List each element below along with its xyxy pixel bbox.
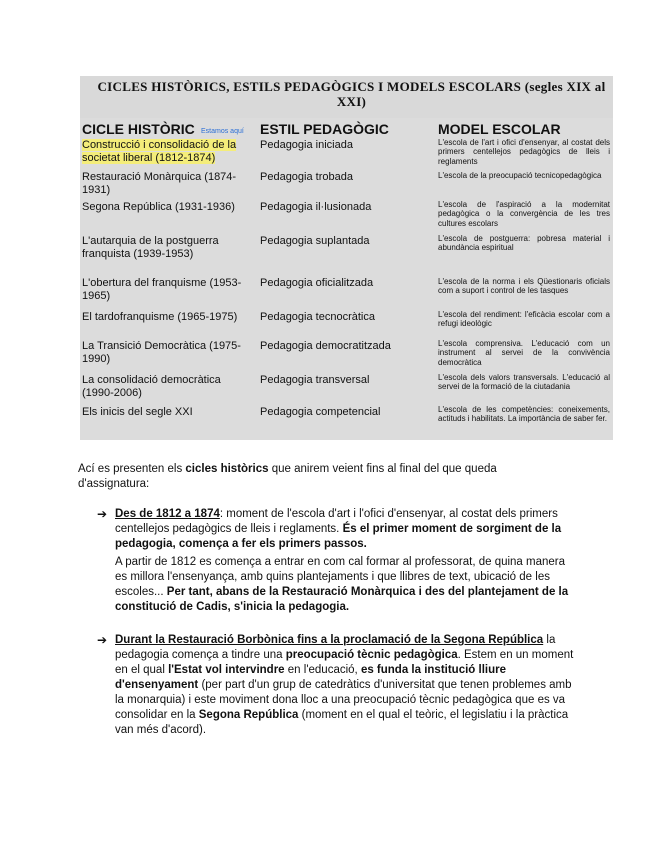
row-7-cycle: La consolidació democràtica (1990-2006) [82, 374, 221, 399]
bullet-2-bold-3: es funda la institució lliure d'ensenyament [115, 664, 506, 691]
row-0-cycle [82, 139, 247, 164]
bullet-1-lead: Des de 1812 a 1874 [115, 508, 220, 520]
highlighted-text: Construcció i consolidació de la societat liberal (1812-1874) [82, 139, 237, 164]
bullet-2-text-4: (per part d'un grup de catedràtics d'universitat que tenen problemes amb la monarquia) i este moviment dona lloc a una preocupació tècnic pedagògica que es va consolidar en la [115, 679, 572, 721]
bullet-1-bold: És el primer moment de sorgiment de la pedagogia, comença a fer els primers passos. [115, 523, 562, 550]
arrow-bullet-icon: ➔ [97, 507, 108, 521]
bullet-1 [115, 507, 575, 552]
row-8-model: L'escola de les competències: coneixements, actituds i habilitats. La importància de saber fer. [438, 405, 610, 424]
arrow-bullet-icon: ➔ [97, 633, 108, 647]
row-1-cycle: Restauració Monàrquica (1874-1931) [82, 171, 237, 196]
row-5-model: L'escola del rendiment: l'eficàcia escolar com a refugi ideològic [438, 310, 610, 329]
row-6-cycle: La Transició Democràtica (1975-1990) [82, 340, 241, 365]
row-0-model: L'escola de l'art i ofici d'ensenyar, al costat dels primers centellejos pedagògics de lleis i reglaments [438, 138, 610, 166]
row-5-cycle: El tardofranquisme (1965-1975) [82, 311, 238, 323]
row-1-style: Pedagogia trobada [260, 171, 353, 183]
header-style: ESTIL PEDAGÒGIC [260, 121, 389, 137]
row-4-model: L'escola de la norma i els Qüestionaris oficials com a suport i control de les tasques [438, 277, 610, 296]
intro-bold: cicles històrics [185, 463, 269, 475]
comment-note: Estamos aquí [201, 128, 244, 135]
bullet-2-text: la pedagogia comença a tindre una [115, 634, 556, 661]
row-0-style: Pedagogia iniciada [260, 139, 353, 151]
bullet-2 [115, 633, 575, 738]
bullet-1-continuation [115, 555, 575, 615]
bullet-2-bold: preocupació tècnic pedagògica [285, 649, 458, 661]
row-6-model: L'escola comprensiva. L'educació com un instrument al servei de la convivència democràtica [438, 339, 610, 367]
bullet-2-text-5: (moment en el qual el teòric, el legislatiu i la pràctica van més d'acord). [115, 709, 569, 736]
bullet-2-bold-2: l'Estat vol intervindre [168, 664, 285, 676]
bullet-2-text-3: en l'educació, [284, 664, 361, 676]
row-6-style: Pedagogia democratitzada [260, 340, 391, 352]
title-banner [80, 76, 613, 118]
row-4-cycle: L'obertura del franquisme (1953-1965) [82, 277, 242, 302]
row-4-style: Pedagogia oficialitzada [260, 277, 374, 289]
row-5-style: Pedagogia tecnocràtica [260, 311, 375, 323]
bullet-1-bold-2: Per tant, abans de la Restauració Monàrquica i des del plantejament de la constitució de Cadis, s'inicia la pedagogia. [115, 586, 569, 613]
intro-text-end: que anirem veient fins al final del que queda d'assignatura: [78, 463, 497, 490]
bullet-1-text-2: A partir de 1812 es comença a entrar en com cal formar al professorat, de quina manera es millora l'ensenyança, amb quins plantejaments i que llibres de text, ubicació de les escoles... [115, 556, 566, 598]
row-2-cycle: Segona República (1931-1936) [82, 201, 235, 213]
intro-text: Ací es presenten els [78, 463, 186, 475]
row-2-style: Pedagogia il·lusionada [260, 201, 372, 213]
bullet-2-lead: Durant la Restauració Borbònica fins a la proclamació de la Segona República [115, 634, 544, 646]
bullet-2-bold-4: Segona República [198, 709, 299, 721]
row-8-cycle: Els inicis del segle XXI [82, 406, 193, 418]
row-7-style: Pedagogia transversal [260, 374, 370, 386]
row-2-model: L'escola de l'aspiració a la modernitat pedagògica o la convergència de les tres cultures escolars [438, 200, 610, 228]
bullet-1-text: : moment de l'escola d'art i l'ofici d'ensenyar, al costat dels primers centellejos pedagògics de lleis i reglaments. [115, 508, 558, 535]
row-3-style: Pedagogia suplantada [260, 235, 370, 247]
header-model: MODEL ESCOLAR [438, 121, 561, 137]
row-3-model: L'escola de postguerra: pobresa material i abundància espiritual [438, 234, 610, 253]
row-7-model: L'escola dels valors transversals. L'educació al servei de la formació de la ciutadania [438, 373, 610, 392]
bullet-2-text-2: . Estem en un moment en el qual [115, 649, 574, 676]
header-cycle: CICLE HISTÒRIC [82, 121, 195, 137]
intro-paragraph [78, 462, 548, 492]
row-1-model: L'escola de la preocupació tecnicopedagògica [438, 171, 602, 180]
row-3-cycle: L'autarquia de la postguerra franquista (1939-1953) [82, 235, 219, 260]
page-title: CICLES HISTÒRICS, ESTILS PEDAGÒGICS I MODELS ESCOLARS (segles XIX al XXI) [97, 79, 606, 109]
row-8-style: Pedagogia competencial [260, 406, 381, 418]
